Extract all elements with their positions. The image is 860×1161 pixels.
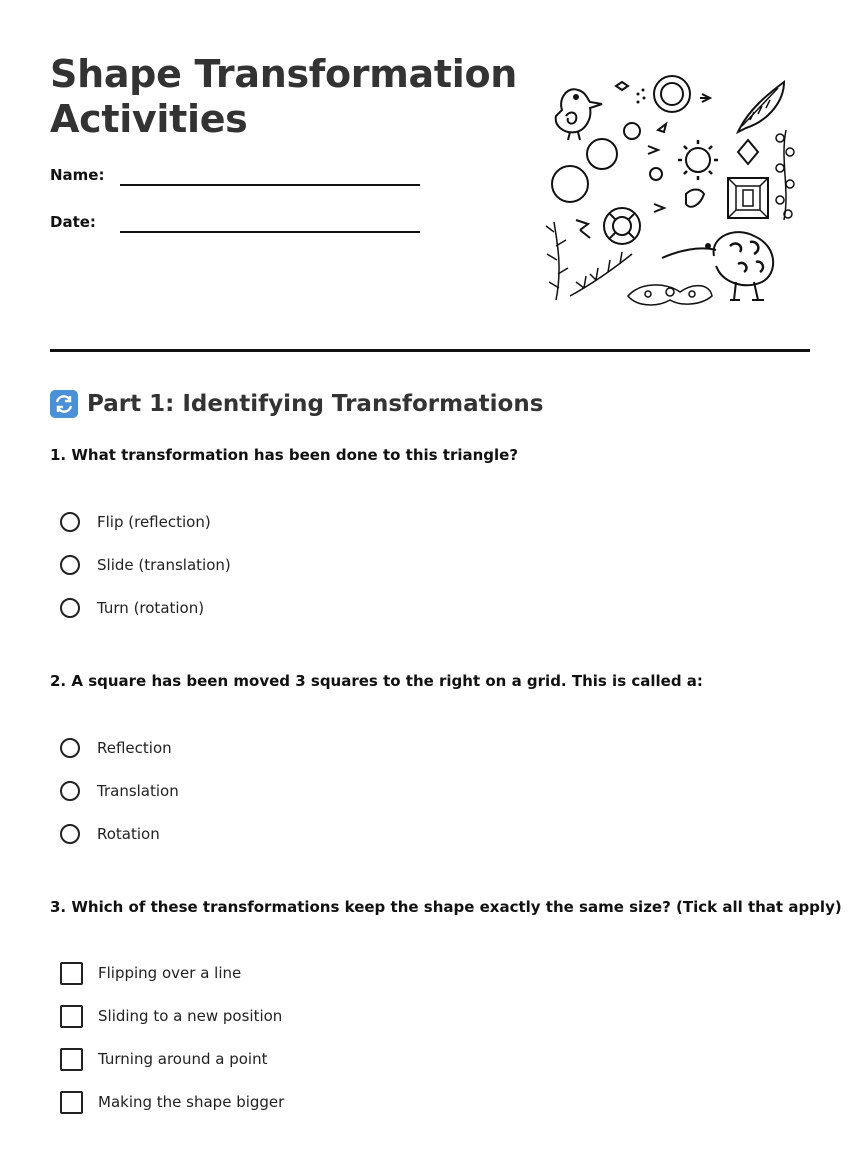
kiwi-bird-icon: [662, 232, 773, 300]
date-input-line[interactable]: [120, 231, 420, 233]
concentric-circle-icon: [654, 76, 690, 112]
option-label: Translation: [97, 782, 179, 800]
page-title-line-1: Shape Transformation: [50, 52, 518, 96]
option-label: Sliding to a new position: [98, 1007, 283, 1025]
name-label: Name:: [50, 166, 105, 184]
small-circle-icon: [624, 123, 640, 139]
option-label: Turn (rotation): [97, 599, 205, 617]
checkbox[interactable]: [60, 1048, 83, 1071]
counterclockwise-arrows-icon: [50, 390, 78, 418]
q3-option-2[interactable]: [60, 1003, 282, 1029]
option-label: Slide (translation): [97, 556, 231, 574]
framed-square-icon: [728, 178, 768, 218]
option-label: Reflection: [97, 739, 172, 757]
medium-circle-icon: [587, 139, 617, 169]
radio-button[interactable]: [60, 781, 80, 801]
arrow-icon: [648, 146, 658, 154]
checkbox[interactable]: [60, 962, 83, 985]
radio-button[interactable]: [60, 555, 80, 575]
radio-button[interactable]: [60, 738, 80, 758]
decorative-pattern-icon: [628, 285, 712, 305]
q2-option-2[interactable]: [60, 778, 179, 804]
bird-icon: [556, 89, 602, 140]
q3-option-4[interactable]: [60, 1089, 284, 1115]
date-label: Date:: [50, 213, 96, 231]
question-2: 2. A square has been moved 3 squares to the right on a grid. This is called a:: [50, 672, 703, 690]
sun-icon: [678, 140, 718, 180]
radio-button[interactable]: [60, 512, 80, 532]
page-title-line-2: Activities: [50, 97, 248, 141]
small-circle-icon: [650, 168, 662, 180]
question-1: 1. What transformation has been done to this triangle?: [50, 446, 519, 464]
arrow-icon: [576, 220, 590, 238]
triangle-icon: [658, 124, 666, 132]
section-divider: [50, 349, 810, 352]
option-label: Rotation: [97, 825, 160, 843]
question-3: 3. Which of these transformations keep the shape exactly the same size? (Tick all that apply): [50, 898, 842, 916]
date-field: [50, 213, 430, 243]
q1-option-1[interactable]: [60, 509, 211, 535]
checkbox[interactable]: [60, 1091, 83, 1114]
diamond-icon: [616, 82, 628, 90]
option-label: Turning around a point: [98, 1050, 268, 1068]
arrow-icon: [654, 204, 664, 212]
option-label: Making the shape bigger: [98, 1093, 285, 1111]
ring-icon: [604, 208, 640, 244]
decorative-illustration: [540, 70, 800, 315]
dots-icon: [637, 89, 646, 104]
name-field: [50, 166, 430, 196]
vine-icon: [776, 130, 794, 220]
section-title-text: Part 1: Identifying Transformations: [87, 391, 544, 417]
q2-option-3[interactable]: [60, 821, 160, 847]
option-label: Flip (reflection): [97, 513, 211, 531]
q3-option-3[interactable]: [60, 1046, 268, 1072]
option-label: Flipping over a line: [98, 964, 242, 982]
page-title: [50, 52, 517, 142]
name-input-line[interactable]: [120, 184, 420, 186]
q1-option-3[interactable]: [60, 595, 204, 621]
q2-option-1[interactable]: [60, 735, 172, 761]
large-circle-icon: [552, 166, 588, 202]
diamond-icon: [738, 140, 758, 164]
checkbox[interactable]: [60, 1005, 83, 1028]
q3-option-1[interactable]: [60, 960, 241, 986]
radio-button[interactable]: [60, 598, 80, 618]
fern-icon: [570, 252, 632, 296]
q1-option-2[interactable]: [60, 552, 231, 578]
radio-button[interactable]: [60, 824, 80, 844]
feather-icon: [738, 82, 784, 132]
arrow-icon: [700, 94, 710, 102]
fern-icon: [546, 222, 568, 300]
shield-shape-icon: [686, 190, 704, 207]
section-title: [50, 389, 543, 419]
